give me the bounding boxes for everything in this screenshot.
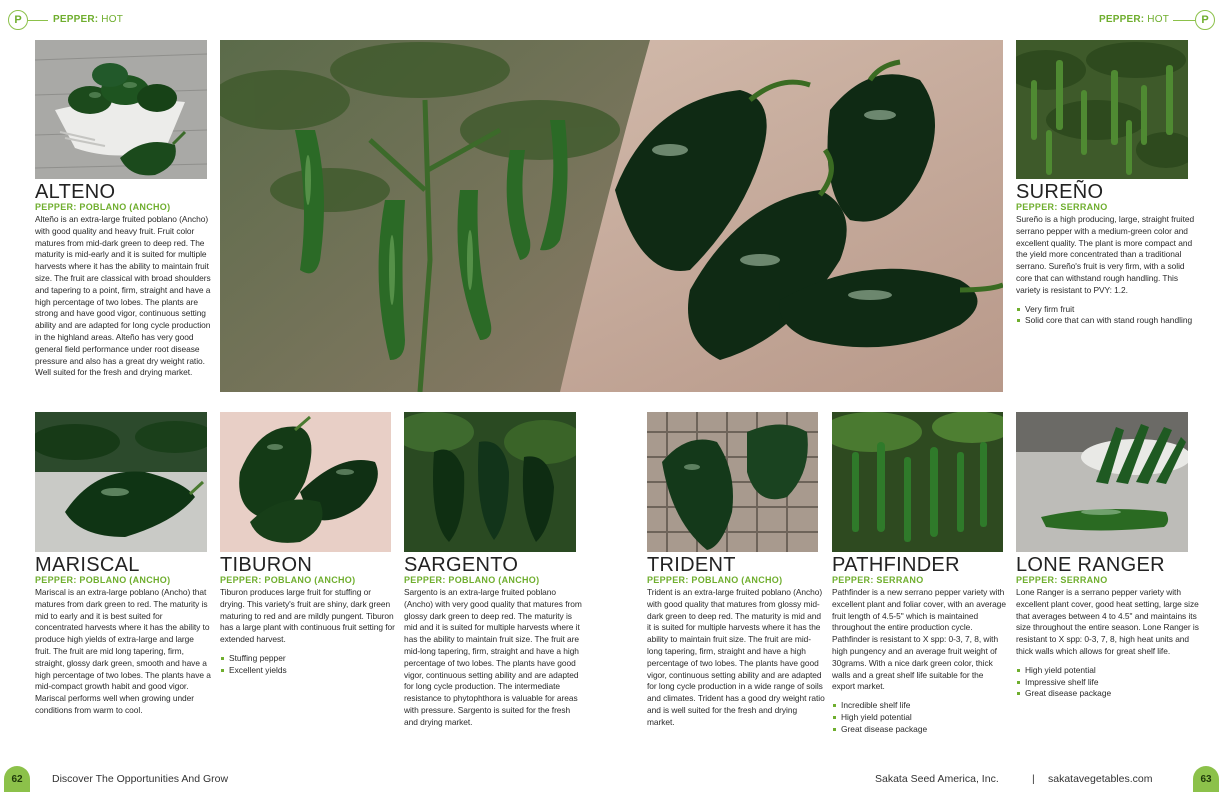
alteno-type: PEPPER: POBLANO (ANCHO): [35, 202, 171, 212]
sureno-block: [1016, 182, 1200, 327]
sargento-type: PEPPER: POBLANO (ANCHO): [404, 575, 540, 585]
tiburon-features: [220, 653, 396, 677]
sureno-type: PEPPER: SERRANO: [1016, 202, 1108, 212]
lone-ranger-photo: [1016, 412, 1188, 552]
hero-photo: [220, 40, 1003, 392]
pathfinder-block: [832, 555, 1008, 736]
footer-website-link[interactable]: sakatavegetables.com: [1048, 773, 1153, 785]
footer-separator: |: [1032, 773, 1035, 785]
right-page-number: 63: [1193, 766, 1219, 792]
trident-photo: [647, 412, 818, 552]
left-page-number: 62: [4, 766, 30, 792]
lone-ranger-name: LONE RANGER: [1016, 554, 1165, 576]
pathfinder-name: PATHFINDER: [832, 554, 960, 576]
trident-description: Trident is an extra-large fruited poblano (Ancho) with good quality that matures from glossy mid-dark green to deep red. The maturity is mid and it is suited for multiple harvests where it has the ability to maintain fruit size. The fruit are mid-long tapering, firm, straight and have a high percentage of two lobes. The plants have good vigor, continuous setting ability and are adapted for long cycle production in a wide range of soils and climates. Trident has a good dry weight ratio and is well suited for the fresh and drying market.: [647, 587, 825, 727]
lone-ranger-description: Lone Ranger is a serrano pepper variety with excellent plant cover, good heat setting, large size that averages between 4 to 4.5" and maintains its size throughout the entire season. Lone Ranger is resistant to X spp: 0-3, 7, 8, high heat units and thick walls which allows for great shelf life.: [1016, 587, 1199, 656]
trident-block: [647, 555, 825, 729]
list-item: Stuffing pepper: [220, 653, 396, 665]
pathfinder-features: [832, 700, 1008, 735]
list-item: Excellent yields: [220, 665, 396, 677]
pathfinder-description: Pathfinder is a new serrano pepper variety with excellent plant and foliar cover, with an average fruit length of 4.5-5" which is maintained throughout the entire production cycle. Pathfinder is resistant to X spp: 0-3, 7, 8, with high pungency and an average fruit weight of 30grams. With a nice dark green color, thick walls and a great shelf life suitable for the export market.: [832, 587, 1006, 692]
right-header-rule: [1173, 20, 1195, 21]
footer-tagline: Discover The Opportunities And Grow: [52, 773, 229, 785]
footer-company: Sakata Seed America, Inc.: [875, 773, 999, 785]
lone-ranger-block: [1016, 555, 1200, 700]
right-section-badge: P: [1195, 10, 1215, 30]
alteno-name: ALTENO: [35, 181, 116, 203]
list-item: Impressive shelf life: [1016, 677, 1200, 689]
lone-ranger-type: PEPPER: SERRANO: [1016, 575, 1108, 585]
sureno-features: [1016, 304, 1200, 328]
alteno-photo: [35, 40, 207, 179]
list-item: High yield potential: [1016, 665, 1200, 677]
right-subcategory: HOT: [1147, 14, 1170, 25]
tiburon-block: [220, 555, 396, 677]
mariscal-type: PEPPER: POBLANO (ANCHO): [35, 575, 171, 585]
left-section-badge: P: [8, 10, 28, 30]
sureno-description: Sureño is a high producing, large, straight fruited serrano pepper with a medium-green color and excellent quality. The plant is more compact and the yield more concentrated than a traditional serrano. Sureño's fruit is very firm, with a solid core that can withstand rough handling. This variety is resistant to PVY: 1.2.: [1016, 214, 1195, 295]
sargento-name: SARGENTO: [404, 554, 519, 576]
sargento-description: Sargento is an extra-large fruited poblano (Ancho) with very good quality that matures from glossy dark green to deep red. The maturity is mid and it is suited for multiple harvests where it has the ability to maintain fruit size. The fruit are mid-long tapering, firm, straight and have a high percentage of two lobes. The plants have good vigor, continuous setting ability and are adapted for long cycle production. The intermediate resistance to phytophthora is valuable for areas with pressure. Sargento is suited for the fresh and drying market.: [404, 587, 582, 727]
mariscal-description: Mariscal is an extra-large poblano (Ancho) that matures from dark green to red. The maturity is mid to early and it is best suited for concentrated harvests where it has the ability to produce high yields of extra-large and large fruit. The fruit are mid long tapering, firm, straight, glossy dark green, smooth and have a high percentage of two lobes. The plants have a mid-compact growth habit and good vigor. Mariscal performs well when growing under conditions from warm to cool.: [35, 587, 211, 715]
mariscal-name: MARISCAL: [35, 554, 140, 576]
alteno-description: Alteño is an extra-large fruited poblano (Ancho) with good quality and heavy fruit. Fruit color matures from mid-dark green to deep red. The maturity is mid-early and it is suited for multiple harvests where it has the ability to maintain fruit size. The fruit are classical with broad shoulders and tapering to a point, firm, straight and have a high percentage of two lobes. The plants are strong and have good vigor, continuous setting ability and are adapted for long cycle production in the highland areas. Alteño has very good general field performance under root disease pressure and also has a great dry weight ratio. Well suited for the fresh and drying market.: [35, 214, 211, 378]
mariscal-block: [35, 555, 211, 717]
pathfinder-type: PEPPER: SERRANO: [832, 575, 924, 585]
sureno-photo: [1016, 40, 1188, 179]
lone-ranger-features: [1016, 665, 1200, 700]
sargento-photo: [404, 412, 576, 552]
list-item: High yield potential: [832, 712, 1008, 724]
left-category: PEPPER:: [53, 14, 99, 25]
left-header-rule: [28, 20, 48, 21]
tiburon-type: PEPPER: POBLANO (ANCHO): [220, 575, 356, 585]
right-section-label: [1099, 14, 1169, 25]
sargento-block: [404, 555, 582, 729]
list-item: Very firm fruit: [1016, 304, 1200, 316]
tiburon-photo: [220, 412, 391, 552]
left-section-label: [53, 14, 123, 25]
tiburon-description: Tiburon produces large fruit for stuffing or drying. This variety's fruit are shiny, dark green maturing to red and are mildly pungent. Tiburon has a large plant with continuous fruit setting for extended harvest.: [220, 587, 395, 645]
list-item: Great disease package: [832, 724, 1008, 736]
list-item: Solid core that can with stand rough handling: [1016, 315, 1200, 327]
tiburon-name: TIBURON: [220, 554, 313, 576]
left-subcategory: HOT: [101, 14, 124, 25]
trident-type: PEPPER: POBLANO (ANCHO): [647, 575, 783, 585]
list-item: Great disease package: [1016, 688, 1200, 700]
pathfinder-photo: [832, 412, 1003, 552]
right-category: PEPPER:: [1099, 14, 1145, 25]
list-item: Incredible shelf life: [832, 700, 1008, 712]
alteno-block: [35, 182, 213, 379]
mariscal-photo: [35, 412, 207, 552]
sureno-name: SUREÑO: [1016, 181, 1104, 203]
trident-name: TRIDENT: [647, 554, 736, 576]
